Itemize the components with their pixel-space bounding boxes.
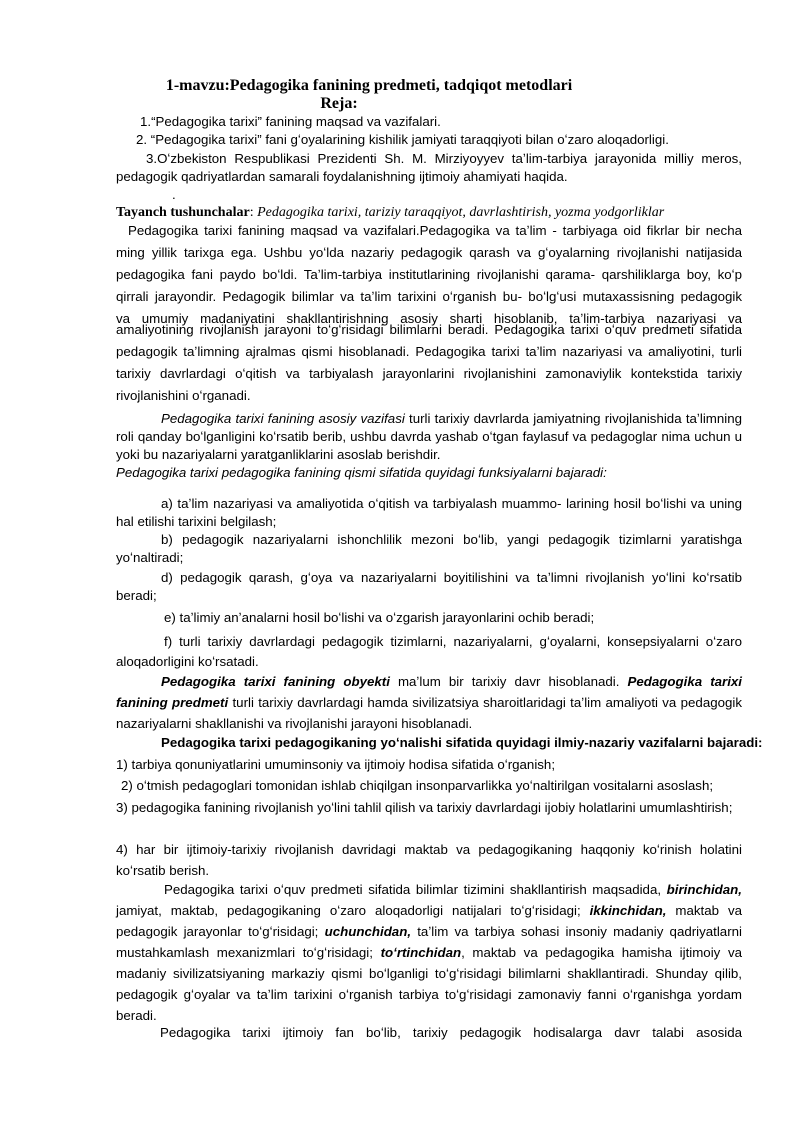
plan-heading: Reja: — [320, 95, 358, 112]
subject-text: turli tarixiy davrlardagi hamda sivilizatsiya sharoitlaridagi taʼlim amaliyoti va pedagogik nazariyalarni shakllanishi va rivojlanishi jarayoni hisoblanadi. — [116, 695, 742, 731]
keywords-text: Pedagogika tarixi, tariziy taraqqiyot, davrlashtirish, yozma yodgorliklar — [257, 205, 665, 220]
page-title: 1-mavzu:Pedagogika fanining predmeti, tadqiqot metodlari — [165, 77, 573, 94]
vazifa-text: turli tarixiy davrlarda jamiyatning rivojlanishida taʼlimning roli qanday boʻlganligini koʻrsatib berib, ushbu davrda yashab oʻtgan faylasuf va pedagoglar nima uchun u yoki bu nazariyalarni yaratganliklarini asoslab berishdir. — [116, 411, 742, 462]
vazifa-term: Pedagogika tarixi fanining asosiy vazifasi — [161, 411, 405, 426]
stray-dot: . — [172, 187, 176, 202]
functions-intro: Pedagogika tarixi pedagogika fanining qismi sifatida quyidagi funksiyalarni bajaradi: — [116, 465, 607, 480]
plan-item-3-cont: pedagogik qadriyatlardan samarali foydalanishning ijtimoiy ahamiyati haqida. — [116, 169, 568, 184]
knowledge-text: maktab va pedagogik jarayonlar toʻgʻrisidagi; — [116, 903, 742, 939]
vazifa-paragraph — [116, 410, 742, 464]
final-line: Pedagogika tarixi ijtimoiy fan boʻlib, tarixiy pedagogik hodisalarga davr talabi asosida — [160, 1025, 742, 1040]
task-item-3: 3) pedagogika fanining rivojlanish yoʻlini tahlil qilish va tarixiy davrlardagi ijobiy holatlarini umumlashtirish; — [116, 800, 733, 815]
para1-line: va umumiy madaniyatini shakllantirishning asosiy sharti hisoblanib, taʼlim-tarbiya nazariyasi va — [116, 311, 742, 326]
emphasis-uchunchidan: uchunchidan, — [324, 924, 412, 939]
emphasis-birinchidan: birinchidan, — [666, 882, 742, 897]
function-item-b: b) pedagogik nazariyalarni ishonchlilik mezoni boʻlib, yangi pedagogik tizimlarni yaratishga yoʻnaltiradi; — [116, 532, 742, 565]
knowledge-paragraph — [116, 879, 742, 1026]
function-item-e: e) taʼlimiy anʼanalarni hosil boʻlishi va oʻzgarish jarayonlarini ochib beradi; — [164, 610, 595, 625]
function-item-a: a) taʼlim nazariyasi va amaliyotida oʻqitish va tarbiyalash muammo- larining hosil boʻlishi va uning hal etilishi tarixini belgilash; — [116, 496, 742, 529]
function-item-d: d) pedagogik qarash, gʻoya va nazariyalarni boyitilishini va taʼlimni rivojlanish yoʻlini koʻrsatib beradi; — [116, 570, 742, 603]
tasks-heading: Pedagogika tarixi pedagogikaning yoʻnalishi sifatida quyidagi ilmiy-nazariy vazifalarni bajaradi: — [161, 735, 763, 750]
para1-line: Pedagogika tarixi fanining maqsad va vazifalari.Pedagogika va taʼlim - tarbiyaga oid fikrlar bir necha — [128, 223, 742, 238]
task-item-4: 4) har bir ijtimoiy-tarixiy rivojlanish davridagi maktab va pedagogikaning haqqoniy koʻrinish holatini koʻrsatib berish. — [116, 842, 742, 878]
plan-item-3: 3.Oʻzbekiston Respublikasi Prezidenti Sh. M. Mirziyoyyev taʼlim-tarbiya jarayonida milliy meros, — [146, 151, 742, 166]
plan-item-1: 1.“Pedagogika tarixi” fanining maqsad va vazifalari. — [140, 114, 441, 129]
para1-line: amaliyotining rivojlanish jarayoni toʻgʻrisidagi bilimlarni beradi. Pedagogika tarixi oʻquv predmeti sifatida — [116, 322, 742, 337]
knowledge-text: jamiyat, maktab, pedagogikaning oʻzaro aloqadorligi natijalari toʻgʻrisidagi; — [116, 903, 590, 918]
subject-term: Pedagogika tarixi fanining predmeti — [116, 674, 743, 710]
object-text: maʼlum bir tarixiy davr hisoblanadi. — [389, 674, 628, 689]
keywords-label: Tayanch tushunchalar — [116, 205, 250, 220]
emphasis-tortinchidan: toʻrtinchidan — [380, 945, 462, 960]
function-item-f: f) turli tarixiy davrlardagi pedagogik tizimlarni, nazariyalarni, gʻoyalarni, konsepsiyalarni oʻzaro aloqadorligini koʻrsatadi. — [116, 634, 742, 669]
knowledge-text: taʼlim va tarbiya sohasi insoniy madaniy qadriyatlarni mustahkamlash mexanizmlari toʻgʻrisidagi; — [116, 924, 742, 960]
para1-line: qirrali jarayondir. Pedagogik bilimlar va taʼlim tarixini oʻrganish bu- boʻlgʻusi mutaxassisning pedagogik — [116, 289, 742, 304]
keywords-line — [116, 204, 664, 222]
para1-line: tarixiy davrlardagi oʻqitish va tarbiyalash jarayonlarini rivojlanishini zamonaviylik kontekstida tarixiy — [116, 366, 742, 381]
para1-line: pedagogika fani paydo boʻldi. Taʼlim-tarbiya institutlarining rivojlanishi qarama- qarshiliklarga boy, koʻp — [116, 267, 742, 282]
para1-line: ming yillik tarixga ega. Ushbu yoʻlda nazariy pedagogik qarash va gʻoyalarning rivojlanishi natijasida — [116, 245, 742, 260]
para1-line: pedagogik taʼlimning ajralmas qismi hisoblanadi. Pedagogika tarixi taʼlim nazariyasi va amaliyotini, turli — [116, 344, 742, 359]
keywords-colon: : — [249, 205, 258, 220]
knowledge-text: Pedagogika tarixi oʻquv predmeti sifatida bilimlar tizimini shakllantirish maqsadida, — [164, 882, 667, 897]
plan-item-2: 2. “Pedagogika tarixi” fani gʻoyalarining kishilik jamiyati taraqqiyoti bilan oʻzaro aloqadorligi. — [136, 132, 669, 147]
task-item-1: 1) tarbiya qonuniyatlarini umuminsoniy va ijtimoiy hodisa sifatida oʻrganish; — [116, 757, 556, 772]
emphasis-ikkinchidan: ikkinchidan, — [589, 903, 667, 918]
para1-line: rivojlanishini oʻrganadi. — [116, 388, 251, 403]
task-item-2: 2) oʻtmish pedagoglari tomonidan ishlab chiqilgan insonparvarlikka yoʻnaltirilgan vositalarni asoslash; — [121, 778, 714, 793]
knowledge-text: , maktab va pedagogika hamisha ijtimoiy va madaniy sivilizatsiyaning markaziy qismi boʻlganligi toʻgʻrisidagi bilimlarni shakllantiradi. Shunday qilib, pedagogik gʻoyalar va taʼlim tarixini oʻrganish tarbiya toʻgʻrisidagi zamonaviy fanni oʻrganishga yordam beradi. — [116, 945, 742, 1023]
object-subject-paragraph — [116, 671, 742, 734]
object-term: Pedagogika tarixi fanining obyekti — [161, 674, 390, 689]
